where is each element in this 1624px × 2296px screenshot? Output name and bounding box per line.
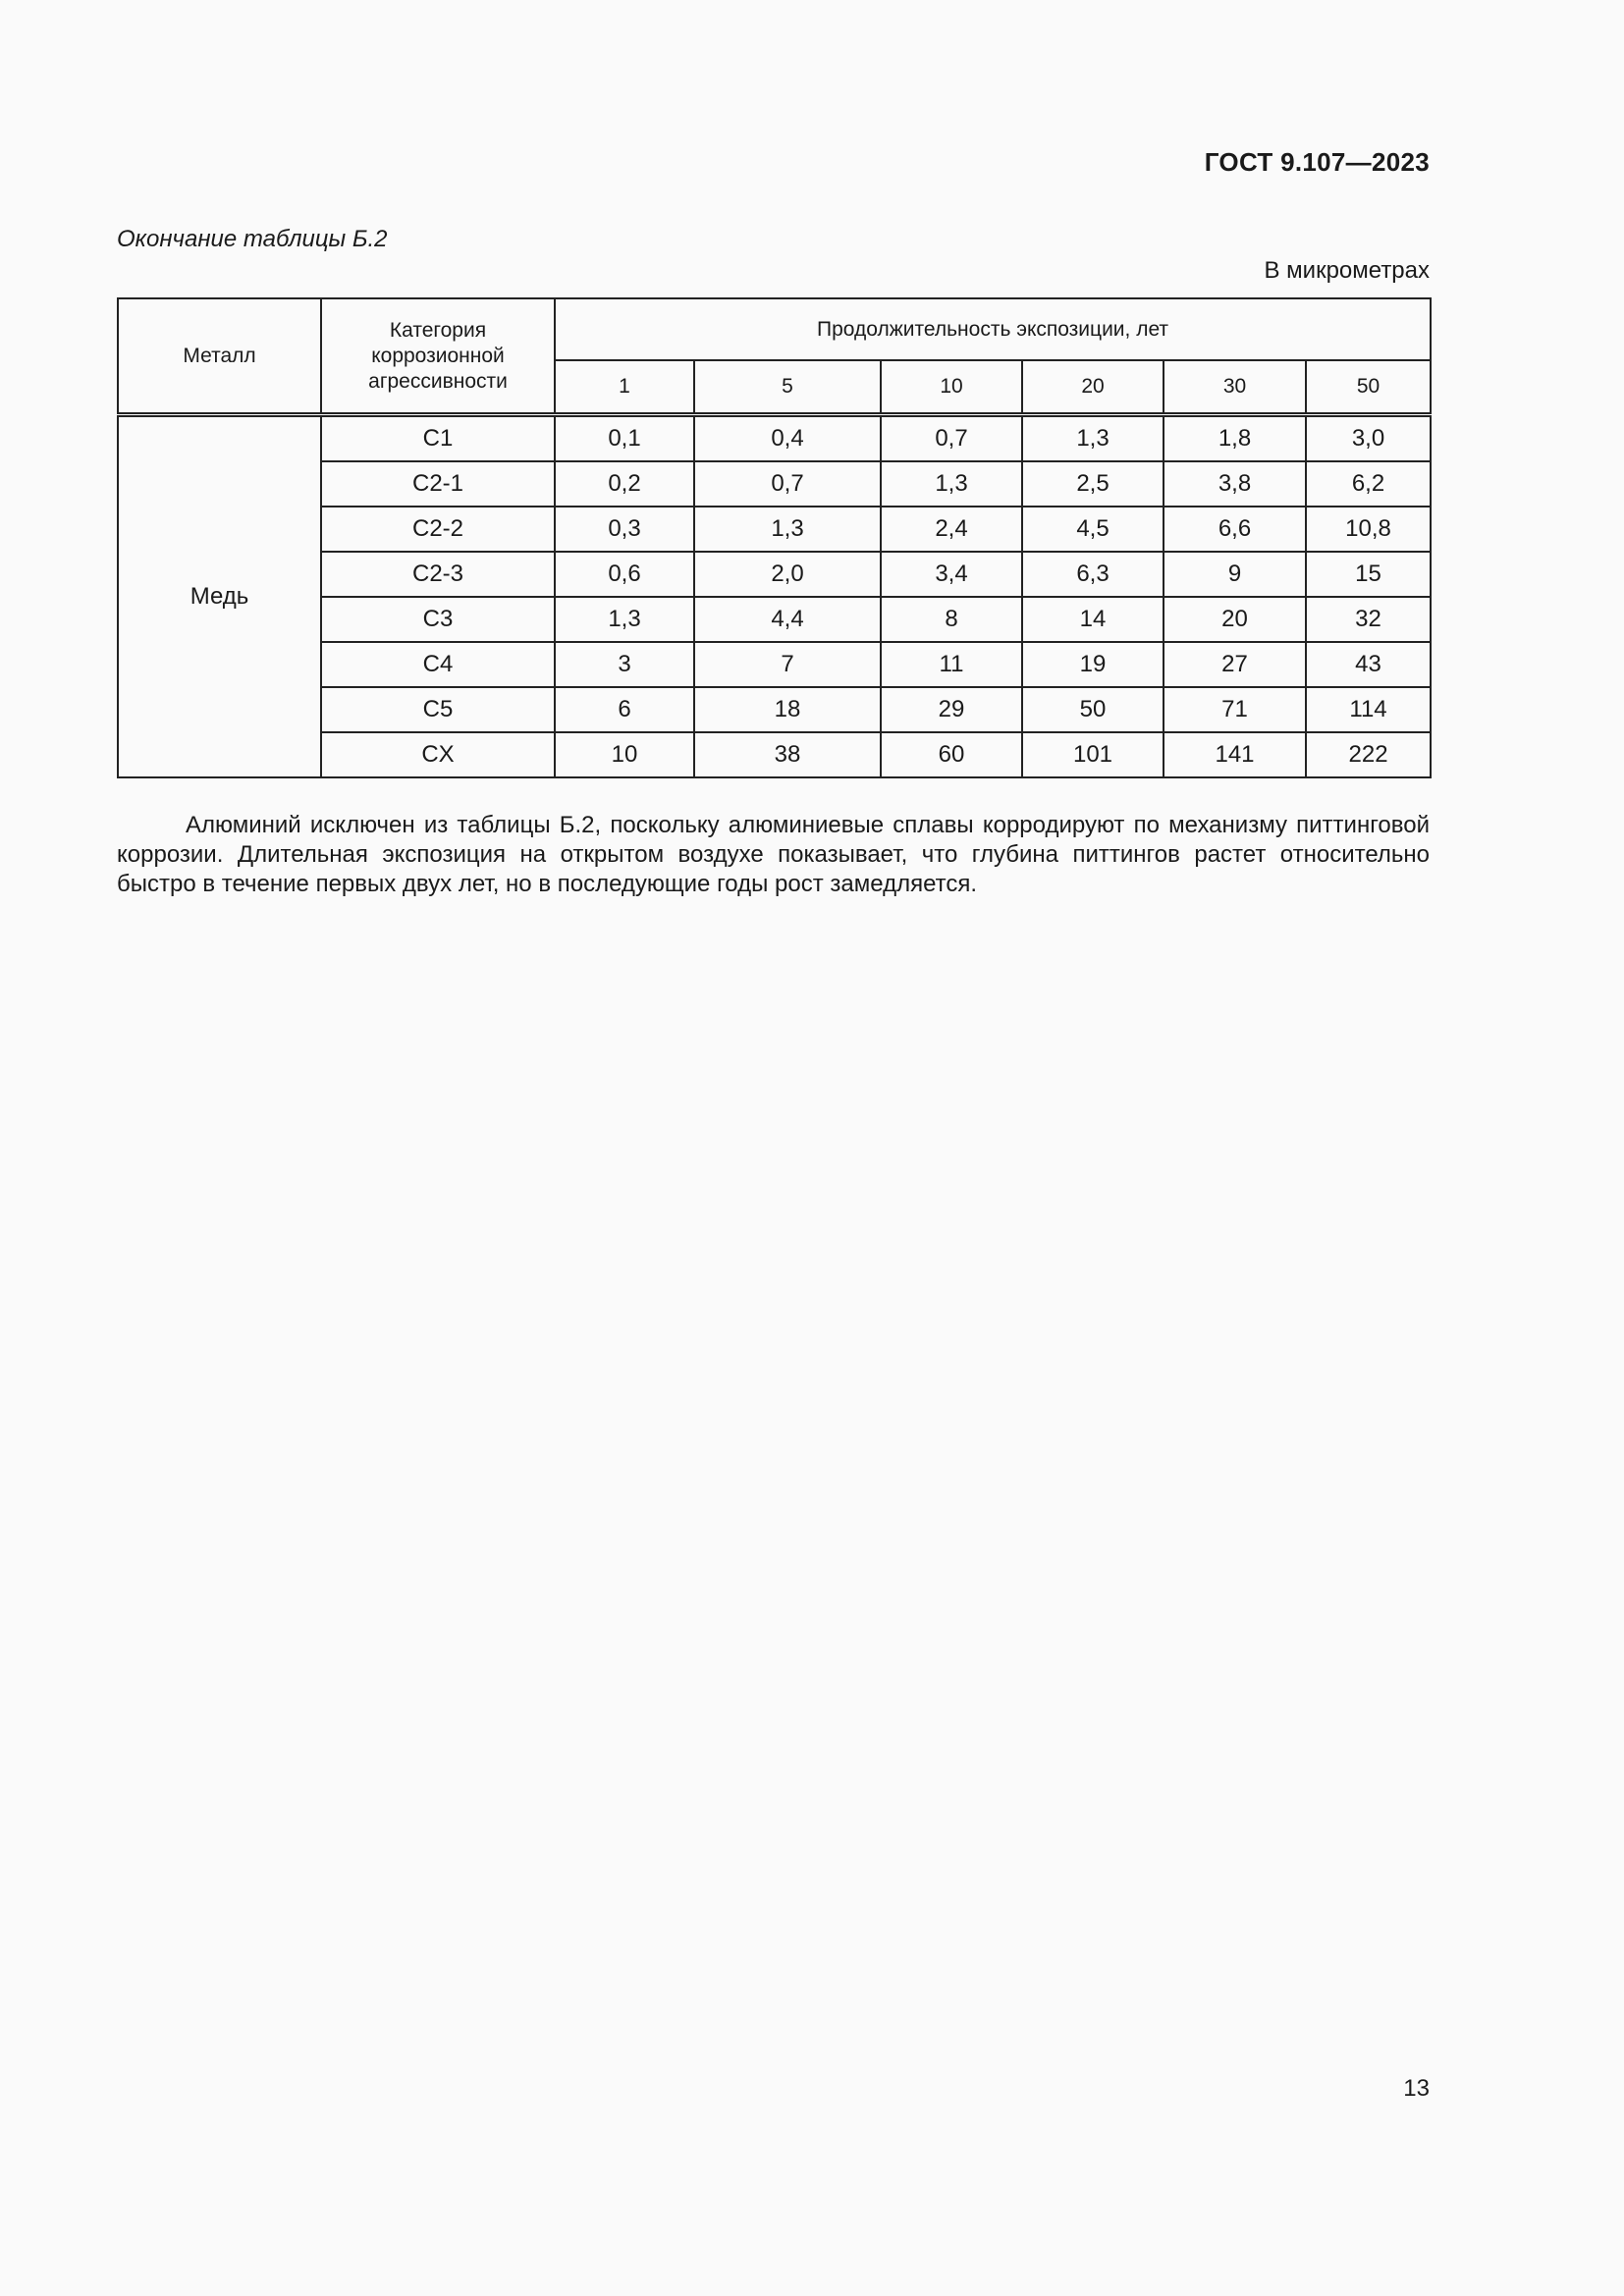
value-cell: 19 — [1022, 642, 1164, 687]
value-cell: 14 — [1022, 597, 1164, 642]
metal-cell: Медь — [118, 416, 321, 777]
value-cell: 0,4 — [694, 416, 881, 461]
table-caption: Окончание таблицы Б.2 — [117, 226, 388, 252]
value-cell: 141 — [1164, 732, 1306, 777]
value-cell: 8 — [881, 597, 1022, 642]
value-cell: 3,0 — [1306, 416, 1431, 461]
value-cell: 71 — [1164, 687, 1306, 732]
header-year: 1 — [555, 360, 694, 413]
value-cell: 101 — [1022, 732, 1164, 777]
header-year: 10 — [881, 360, 1022, 413]
corrosion-table — [117, 297, 1432, 778]
value-cell: 2,0 — [694, 552, 881, 597]
value-cell: 4,4 — [694, 597, 881, 642]
value-cell: 1,3 — [694, 507, 881, 552]
value-cell: 2,4 — [881, 507, 1022, 552]
value-cell: 15 — [1306, 552, 1431, 597]
header-year: 50 — [1306, 360, 1431, 413]
value-cell: 0,2 — [555, 461, 694, 507]
value-cell: 1,8 — [1164, 416, 1306, 461]
value-cell: 2,5 — [1022, 461, 1164, 507]
value-cell: 1,3 — [881, 461, 1022, 507]
value-cell: 3,8 — [1164, 461, 1306, 507]
value-cell: 114 — [1306, 687, 1431, 732]
value-cell: 0,7 — [881, 416, 1022, 461]
value-cell: 20 — [1164, 597, 1306, 642]
value-cell: 1,3 — [1022, 416, 1164, 461]
value-cell: 27 — [1164, 642, 1306, 687]
header-year: 20 — [1022, 360, 1164, 413]
value-cell: 0,7 — [694, 461, 881, 507]
value-cell: 1,3 — [555, 597, 694, 642]
value-cell: 0,3 — [555, 507, 694, 552]
category-cell: C4 — [321, 642, 555, 687]
value-cell: 0,1 — [555, 416, 694, 461]
value-cell: 43 — [1306, 642, 1431, 687]
value-cell: 6,6 — [1164, 507, 1306, 552]
category-cell: C5 — [321, 687, 555, 732]
value-cell: 18 — [694, 687, 881, 732]
value-cell: 11 — [881, 642, 1022, 687]
page-number: 13 — [1403, 2075, 1430, 2102]
units-label: В микрометрах — [1264, 257, 1430, 284]
value-cell: 7 — [694, 642, 881, 687]
value-cell: 9 — [1164, 552, 1306, 597]
value-cell: 60 — [881, 732, 1022, 777]
category-cell: C2-1 — [321, 461, 555, 507]
value-cell: 0,6 — [555, 552, 694, 597]
value-cell: 6,3 — [1022, 552, 1164, 597]
header-metal: Металл — [118, 298, 321, 413]
value-cell: 32 — [1306, 597, 1431, 642]
category-cell: CX — [321, 732, 555, 777]
header-duration: Продолжительность экспозиции, лет — [555, 298, 1431, 360]
note-text: Алюминий исключен из таблицы Б.2, поскольку алюминиевые сплавы корродируют по механизму питтинговой коррозии. Длительная экспозиция на открытом воздухе показывает, что глубина питтингов растет относительно быстро в течение первых двух лет, но в последующие годы рост замедляется. — [117, 812, 1430, 897]
table-row — [118, 416, 1431, 461]
header-year: 5 — [694, 360, 881, 413]
header-year: 30 — [1164, 360, 1306, 413]
note-paragraph — [117, 811, 1430, 899]
value-cell: 29 — [881, 687, 1022, 732]
value-cell: 10 — [555, 732, 694, 777]
value-cell: 3,4 — [881, 552, 1022, 597]
category-cell: C2-3 — [321, 552, 555, 597]
category-cell: C3 — [321, 597, 555, 642]
value-cell: 6,2 — [1306, 461, 1431, 507]
document-code: ГОСТ 9.107—2023 — [1204, 147, 1430, 177]
value-cell: 50 — [1022, 687, 1164, 732]
category-cell: C1 — [321, 416, 555, 461]
value-cell: 3 — [555, 642, 694, 687]
value-cell: 222 — [1306, 732, 1431, 777]
value-cell: 4,5 — [1022, 507, 1164, 552]
value-cell: 6 — [555, 687, 694, 732]
value-cell: 10,8 — [1306, 507, 1431, 552]
value-cell: 38 — [694, 732, 881, 777]
category-cell: C2-2 — [321, 507, 555, 552]
header-category: Категория коррозионной агрессивности — [321, 298, 555, 413]
